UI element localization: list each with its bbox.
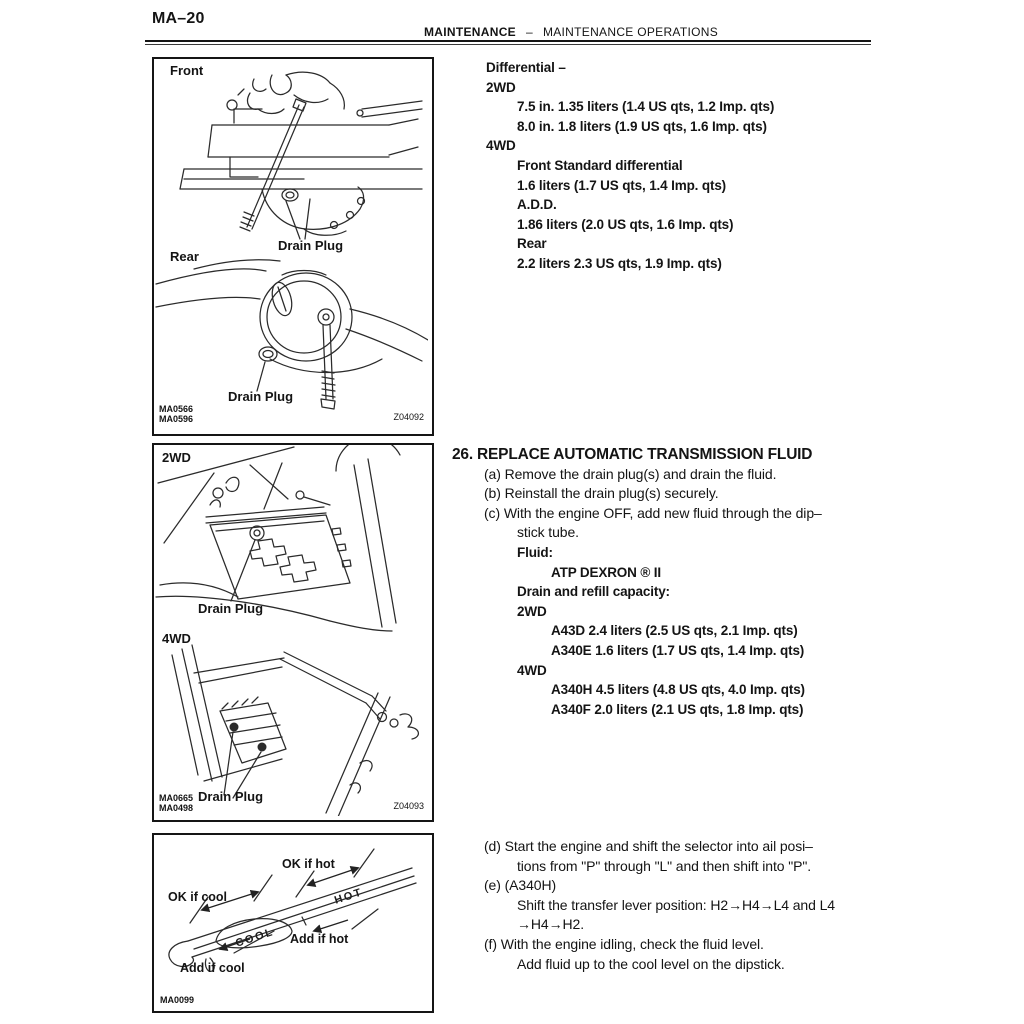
figure-code-right: Z04093 — [393, 801, 424, 811]
label-front: Front — [170, 63, 204, 78]
header-title — [424, 25, 718, 39]
label-2wd: 2WD — [162, 450, 191, 465]
capacity-line: A340E 1.6 liters (1.7 US qts, 1.4 Imp. qts) — [551, 642, 805, 658]
step-item: (d) Start the engine and shift the selector into ail posi– — [484, 838, 813, 854]
transmission-diagram — [154, 445, 428, 816]
label-ok-if-hot: OK if hot — [282, 857, 335, 871]
dipstick-cool-marking: COOL — [234, 926, 276, 950]
spec-line: Rear — [517, 236, 547, 252]
spec-line: 1.6 liters (1.7 US qts, 1.4 Imp. qts) — [517, 177, 727, 193]
drain-plug-label-2wd: Drain Plug — [198, 601, 264, 616]
step-item: (f) With the engine idling, check the fluid level. — [484, 935, 764, 952]
step-item: (c) With the engine OFF, add new fluid through the dip– — [484, 504, 822, 521]
spec-title: Differential – — [486, 60, 566, 75]
step-item: (b) Reinstall the drain plug(s) securely. — [484, 485, 719, 502]
spec-line: 4WD — [486, 138, 516, 154]
spec-line: 7.5 in. 1.35 liters (1.4 US qts, 1.2 Imp. qts) — [517, 99, 775, 115]
step-item-continuation: Add fluid up to the cool level on the dipstick. — [517, 955, 785, 972]
figure-transmission — [152, 443, 434, 822]
figure-dipstick — [152, 833, 434, 1013]
figure-code-right: Z04092 — [393, 412, 424, 422]
figure-code: MA0665 — [159, 793, 194, 803]
header-section: MAINTENANCE — [424, 25, 516, 39]
capacity-2wd-label: 2WD — [517, 603, 547, 619]
step-item-continuation: Shift the transfer lever position: H2→H4→L4 and L4 — [517, 896, 835, 913]
step-item-continuation: tions from "P" through "L" and then shift into "P". — [517, 857, 811, 874]
step-item: (a) Remove the drain plug(s) and drain the fluid. — [484, 465, 777, 482]
step-item: (e) (A340H) — [484, 877, 557, 894]
differential-spec-block — [486, 58, 774, 274]
label-rear: Rear — [170, 249, 199, 264]
step-item-continuation: →H4→H2. — [517, 916, 584, 933]
figure-code: MA0596 — [159, 414, 194, 424]
dipstick-hot-marking: HOT — [332, 886, 365, 907]
capacity-line: A43D 2.4 liters (2.5 US qts, 2.1 Imp. qts) — [551, 623, 798, 639]
figure-code: MA0566 — [159, 404, 194, 414]
figure-code: MA0498 — [159, 803, 194, 813]
spec-line: 8.0 in. 1.8 liters (1.9 US qts, 1.6 Imp. qts) — [517, 118, 767, 134]
figure-code: MA0099 — [160, 995, 195, 1005]
drain-plug-label-front: Drain Plug — [278, 238, 344, 253]
label-add-if-hot: Add if hot — [290, 932, 349, 946]
step-item-continuation: stick tube. — [517, 524, 579, 541]
figure-differential — [152, 57, 434, 436]
capacity-line: A340F 2.0 liters (2.1 US qts, 1.8 Imp. qts) — [551, 701, 804, 717]
fluid-label: Fluid: — [517, 544, 553, 560]
fluid-value: ATP DEXRON ® II — [551, 564, 661, 580]
figure-code-stack — [159, 404, 193, 424]
capacity-line: A340H 4.5 liters (4.8 US qts, 4.0 Imp. qts) — [551, 682, 805, 698]
step-26-block — [452, 445, 822, 719]
spec-line: Front Standard differential — [517, 157, 683, 173]
label-add-if-cool: Add if cool — [180, 961, 245, 975]
drain-plug-label-rear: Drain Plug — [228, 389, 294, 404]
header-rule — [145, 40, 871, 45]
header-separator: – — [525, 25, 533, 39]
drain-plug-label-4wd: Drain Plug — [198, 789, 264, 804]
capacity-4wd-label: 4WD — [517, 662, 547, 678]
label-ok-if-cool: OK if cool — [168, 890, 228, 904]
spec-line: 2.2 liters 2.3 US qts, 1.9 Imp. qts) — [517, 255, 722, 271]
capacity-label: Drain and refill capacity: — [517, 584, 670, 600]
header-subsection: MAINTENANCE OPERATIONS — [542, 25, 719, 39]
spec-line: 1.86 liters (2.0 US qts, 1.6 Imp. qts) — [517, 216, 734, 232]
spec-line: 2WD — [486, 79, 516, 95]
step-26-continued-block — [452, 837, 835, 974]
spec-line: A.D.D. — [517, 197, 557, 213]
page-code: MA–20 — [152, 10, 205, 27]
figure-code-stack — [159, 793, 193, 813]
step-heading: 26. REPLACE AUTOMATIC TRANSMISSION FLUID — [452, 446, 813, 463]
label-4wd: 4WD — [162, 631, 191, 646]
